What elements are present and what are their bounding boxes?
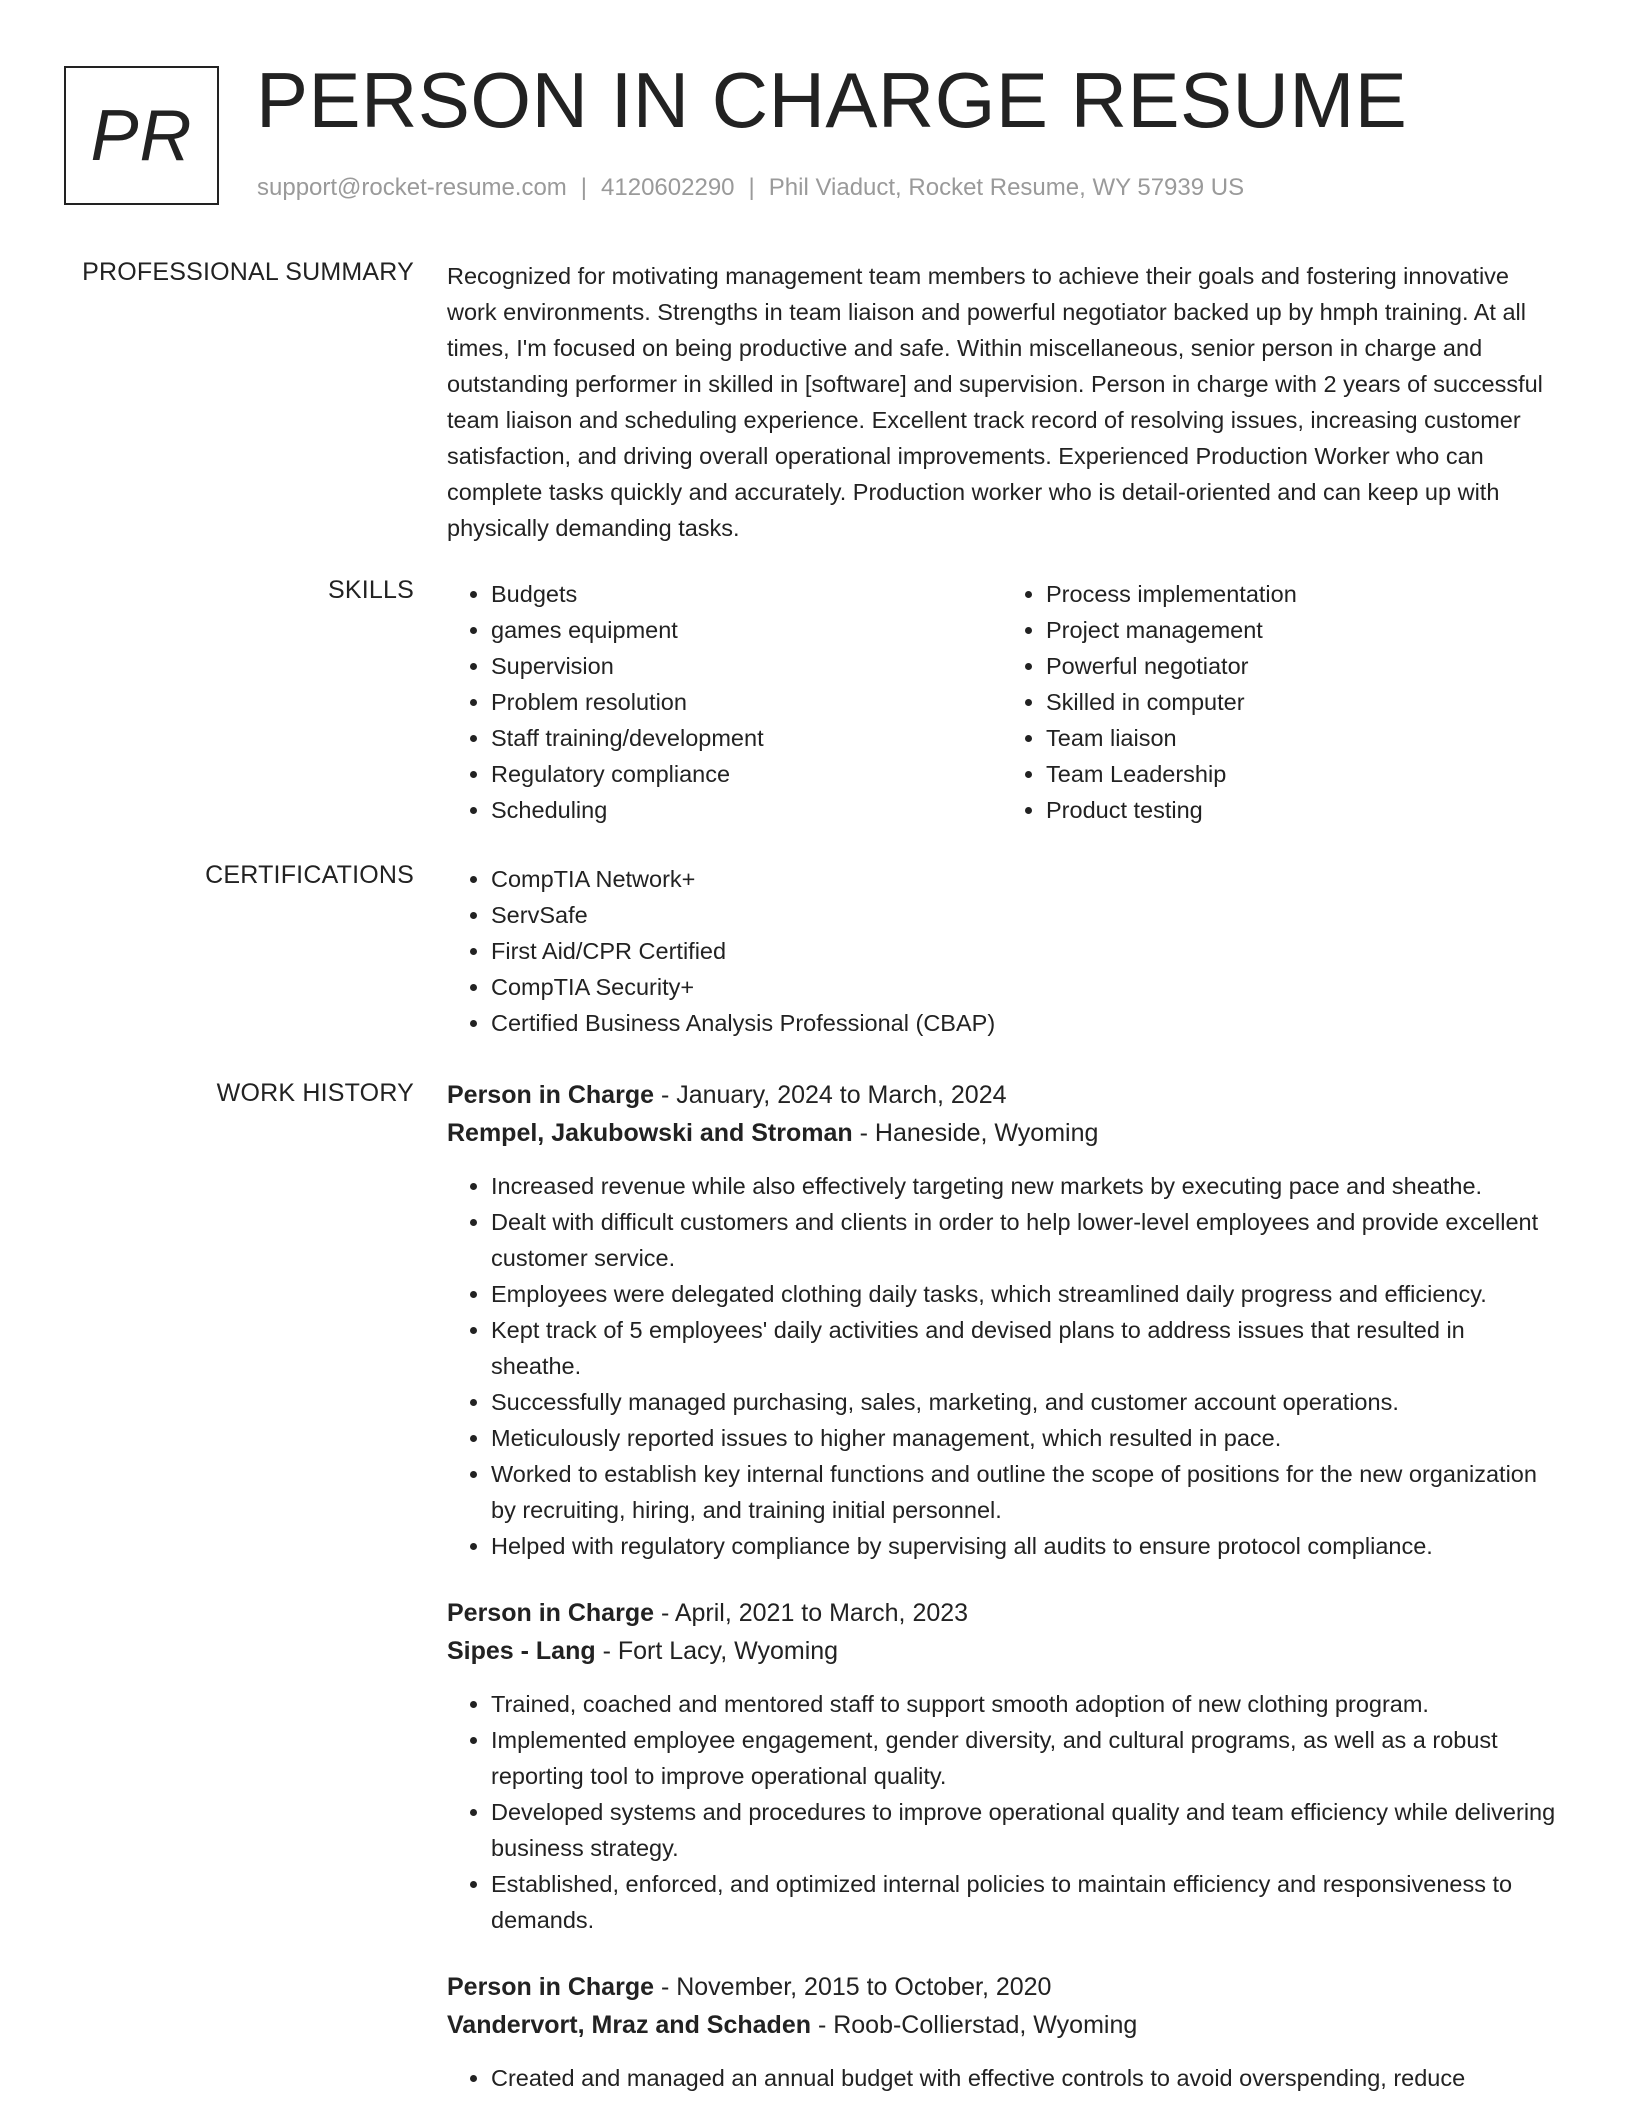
job-location: - Fort Lacy, Wyoming	[595, 1637, 839, 1665]
contact-line	[257, 174, 1244, 202]
job-title: Person in Charge	[447, 1973, 654, 2001]
work-history-heading: WORK HISTORY	[216, 1079, 414, 1107]
job-dates: - November, 2015 to October, 2020	[654, 1973, 1052, 2001]
skill-item: • Team liaison	[1046, 720, 1557, 756]
job-company: Vandervort, Mraz and Schaden	[447, 2011, 811, 2039]
skill-item: • Project management	[1046, 612, 1557, 648]
contact-address: Phil Viaduct, Rocket Resume, WY 57939 US	[768, 174, 1245, 201]
job-location: - Roob-Collierstad, Wyoming	[811, 2011, 1138, 2039]
job-bullet: • Developed systems and procedures to improve operational quality and team efficiency while delivering business strategy.	[491, 1794, 1557, 1866]
certification-item: • Certified Business Analysis Professional (CBAP)	[491, 1005, 1557, 1041]
certifications-heading: CERTIFICATIONS	[205, 861, 414, 889]
job-company: Sipes - Lang	[447, 1637, 596, 1665]
skills-list	[447, 576, 1557, 828]
job-bullet: • Meticulously reported issues to higher management, which resulted in pace.	[491, 1420, 1557, 1456]
job-location: - Haneside, Wyoming	[852, 1119, 1099, 1147]
certification-item: • CompTIA Network+	[491, 861, 1557, 897]
job-bullet: • Employees were delegated clothing daily tasks, which streamlined daily progress and efficiency.	[491, 1276, 1557, 1312]
job-entry	[447, 1968, 1557, 2096]
job-bullets	[447, 1686, 1557, 1938]
job-entry	[447, 1076, 1557, 1564]
skill-item: • Supervision	[491, 648, 1002, 684]
job-title: Person in Charge	[447, 1081, 654, 1109]
contact-separator: |	[580, 174, 588, 201]
certification-item: • CompTIA Security+	[491, 969, 1557, 1005]
skills-column-left	[447, 576, 1002, 828]
skill-item: • Powerful negotiator	[1046, 648, 1557, 684]
skill-item: • Regulatory compliance	[491, 756, 1002, 792]
certifications-list	[447, 861, 1557, 1041]
monogram-box	[64, 66, 219, 205]
job-company-line	[447, 2006, 1557, 2044]
job-title-line	[447, 1594, 1557, 1632]
job-bullets	[447, 2060, 1557, 2096]
job-company-line	[447, 1632, 1557, 1670]
monogram-initials: PR	[90, 95, 193, 176]
job-title-line	[447, 1076, 1557, 1114]
skill-item: • Staff training/development	[491, 720, 1002, 756]
skill-item: • Team Leadership	[1046, 756, 1557, 792]
job-bullet: • Trained, coached and mentored staff to support smooth adoption of new clothing program.	[491, 1686, 1557, 1722]
skill-item: • Problem resolution	[491, 684, 1002, 720]
job-title-line	[447, 1968, 1557, 2006]
job-bullet: • Dealt with difficult customers and clients in order to help lower-level employees and provide excellent customer service.	[491, 1204, 1557, 1276]
skill-item: • Skilled in computer	[1046, 684, 1557, 720]
skill-item: • games equipment	[491, 612, 1002, 648]
skill-item: • Product testing	[1046, 792, 1557, 828]
job-bullet: • Created and managed an annual budget with effective controls to avoid overspending, reduce	[491, 2060, 1557, 2096]
job-title: Person in Charge	[447, 1599, 654, 1627]
contact-phone: 4120602290	[601, 174, 735, 201]
certification-item: • ServSafe	[491, 897, 1557, 933]
job-dates: - April, 2021 to March, 2023	[654, 1599, 969, 1627]
certification-item: • First Aid/CPR Certified	[491, 933, 1557, 969]
summary-heading: PROFESSIONAL SUMMARY	[82, 258, 414, 286]
contact-separator: |	[748, 174, 755, 201]
skill-item: • Scheduling	[491, 792, 1002, 828]
skill-item: • Process implementation	[1046, 576, 1557, 612]
job-entry	[447, 1594, 1557, 1938]
skills-column-right	[1002, 576, 1557, 828]
job-dates: - January, 2024 to March, 2024	[654, 1081, 1007, 1109]
job-bullet: • Implemented employee engagement, gender diversity, and cultural programs, as well as a robust reporting tool to improve operational quality.	[491, 1722, 1557, 1794]
resume-header	[64, 56, 1564, 216]
job-company: Rempel, Jakubowski and Stroman	[447, 1119, 853, 1147]
job-bullet: • Worked to establish key internal functions and outline the scope of positions for the new organization by recruiting, hiring, and training initial personnel.	[491, 1456, 1557, 1528]
job-bullet: • Helped with regulatory compliance by supervising all audits to ensure protocol compliance.	[491, 1528, 1557, 1564]
work-history-list	[447, 1076, 1557, 2126]
skills-heading: SKILLS	[328, 576, 414, 604]
summary-text: Recognized for motivating management team members to achieve their goals and fostering innovative work environments. Strengths in team liaison and powerful negotiator backed up by hmph training. At all times, I'm focused on being productive and safe. Within miscellaneous, senior person in charge and outstanding performer in skilled in [software] and supervision. Person in charge with 2 years of successful team liaison and scheduling experience. Excellent track record of resolving issues, increasing customer satisfaction, and driving overall operational improvements. Experienced Production Worker who can complete tasks quickly and accurately. Production worker who is detail-oriented and can keep up with physically demanding tasks.	[447, 263, 1543, 541]
skill-item: • Budgets	[491, 576, 1002, 612]
job-company-line	[447, 1114, 1557, 1152]
job-bullet: • Kept track of 5 employees' daily activities and devised plans to address issues that resulted in sheathe.	[491, 1312, 1557, 1384]
page-title: PERSON IN CHARGE RESUME	[256, 56, 1408, 144]
job-bullet: • Successfully managed purchasing, sales, marketing, and customer account operations.	[491, 1384, 1557, 1420]
job-bullet: • Established, enforced, and optimized internal policies to maintain efficiency and responsiveness to demands.	[491, 1866, 1557, 1938]
job-bullet: • Increased revenue while also effectively targeting new markets by executing pace and sheathe.	[491, 1168, 1557, 1204]
contact-email: support@rocket-resume.com	[257, 174, 567, 201]
job-bullets	[447, 1168, 1557, 1564]
